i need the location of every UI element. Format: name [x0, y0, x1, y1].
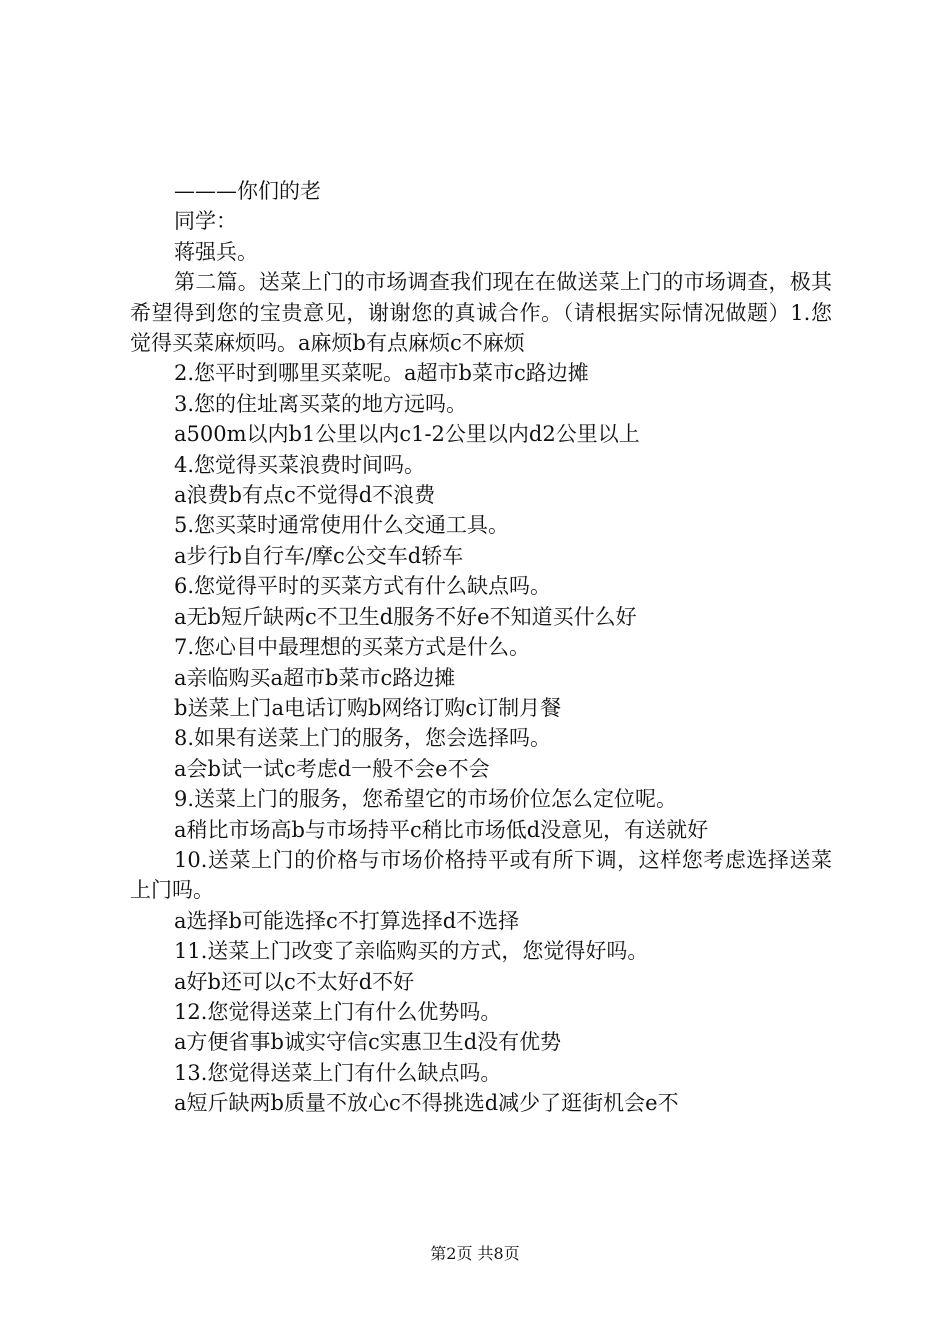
- paragraph: 13.您觉得送菜上门有什么缺点吗。: [174, 1060, 502, 1085]
- page-footer: 第2页 共8页: [430, 1244, 520, 1263]
- paragraph: 10.送菜上门的价格与市场价格持平或有所下调，这样您考虑选择送菜上门吗。: [130, 847, 832, 903]
- paragraph: 4.您觉得买菜浪费时间吗。: [174, 452, 426, 477]
- paragraph: 7.您心目中最理想的买菜方式是什么。: [174, 635, 531, 660]
- paragraph: a好b还可以c不太好d不好: [174, 969, 415, 994]
- paragraph: a会b试一试c考虑d一般不会e不会: [174, 756, 490, 781]
- paragraph: 3.您的住址离买菜的地方远吗。: [174, 391, 468, 416]
- paragraph: a无b短斤缺两c不卫生d服务不好e不知道买什么好: [174, 604, 637, 629]
- paragraph: a步行b自行车/摩c公交车d轿车: [174, 543, 464, 568]
- paragraph: 12.您觉得送菜上门有什么优势吗。: [174, 999, 502, 1024]
- paragraph: 2.您平时到哪里买菜呢。a超市b菜市c路边摊: [174, 361, 589, 386]
- paragraph: a浪费b有点c不觉得d不浪费: [174, 483, 436, 508]
- document-body: [130, 176, 832, 1119]
- paragraph: a方便省事b诚实守信c实惠卫生d没有优势: [174, 1030, 562, 1055]
- paragraph: a亲临购买a超市b菜市c路边摊: [174, 665, 456, 690]
- paragraph: a选择b可能选择c不打算选择d不选择: [174, 908, 520, 933]
- paragraph: 5.您买菜时通常使用什么交通工具。: [174, 513, 510, 538]
- paragraph: 8.如果有送菜上门的服务，您会选择吗。: [174, 726, 552, 751]
- paragraph: 同学：: [174, 209, 237, 234]
- paragraph: a稍比市场高b与市场持平c稍比市场低d没意见，有送就好: [174, 817, 709, 842]
- paragraph: ———你们的老: [174, 179, 321, 203]
- paragraph: a短斤缺两b质量不放心c不得挑选d减少了逛街机会e不: [174, 1091, 679, 1116]
- paragraph: 第二篇。送菜上门的市场调查我们现在在做送菜上门的市场调查，极其希望得到您的宝贵意见，谢谢您的真诚合作。（请根据实际情况做题）1.您觉得买菜麻烦吗。a麻烦b有点麻烦c不麻烦: [130, 270, 832, 356]
- paragraph: 6.您觉得平时的买菜方式有什么缺点吗。: [174, 574, 552, 599]
- paragraph: 蒋强兵。: [174, 239, 258, 264]
- paragraph: b送菜上门a电话订购b网络订购c订制月餐: [174, 695, 562, 720]
- paragraph: 11.送菜上门改变了亲临购买的方式，您觉得好吗。: [174, 939, 649, 964]
- paragraph: a500m以内b1公里以内c1-2公里以内d2公里以上: [174, 422, 640, 447]
- paragraph: 9.送菜上门的服务，您希望它的市场价位怎么定位呢。: [174, 787, 678, 812]
